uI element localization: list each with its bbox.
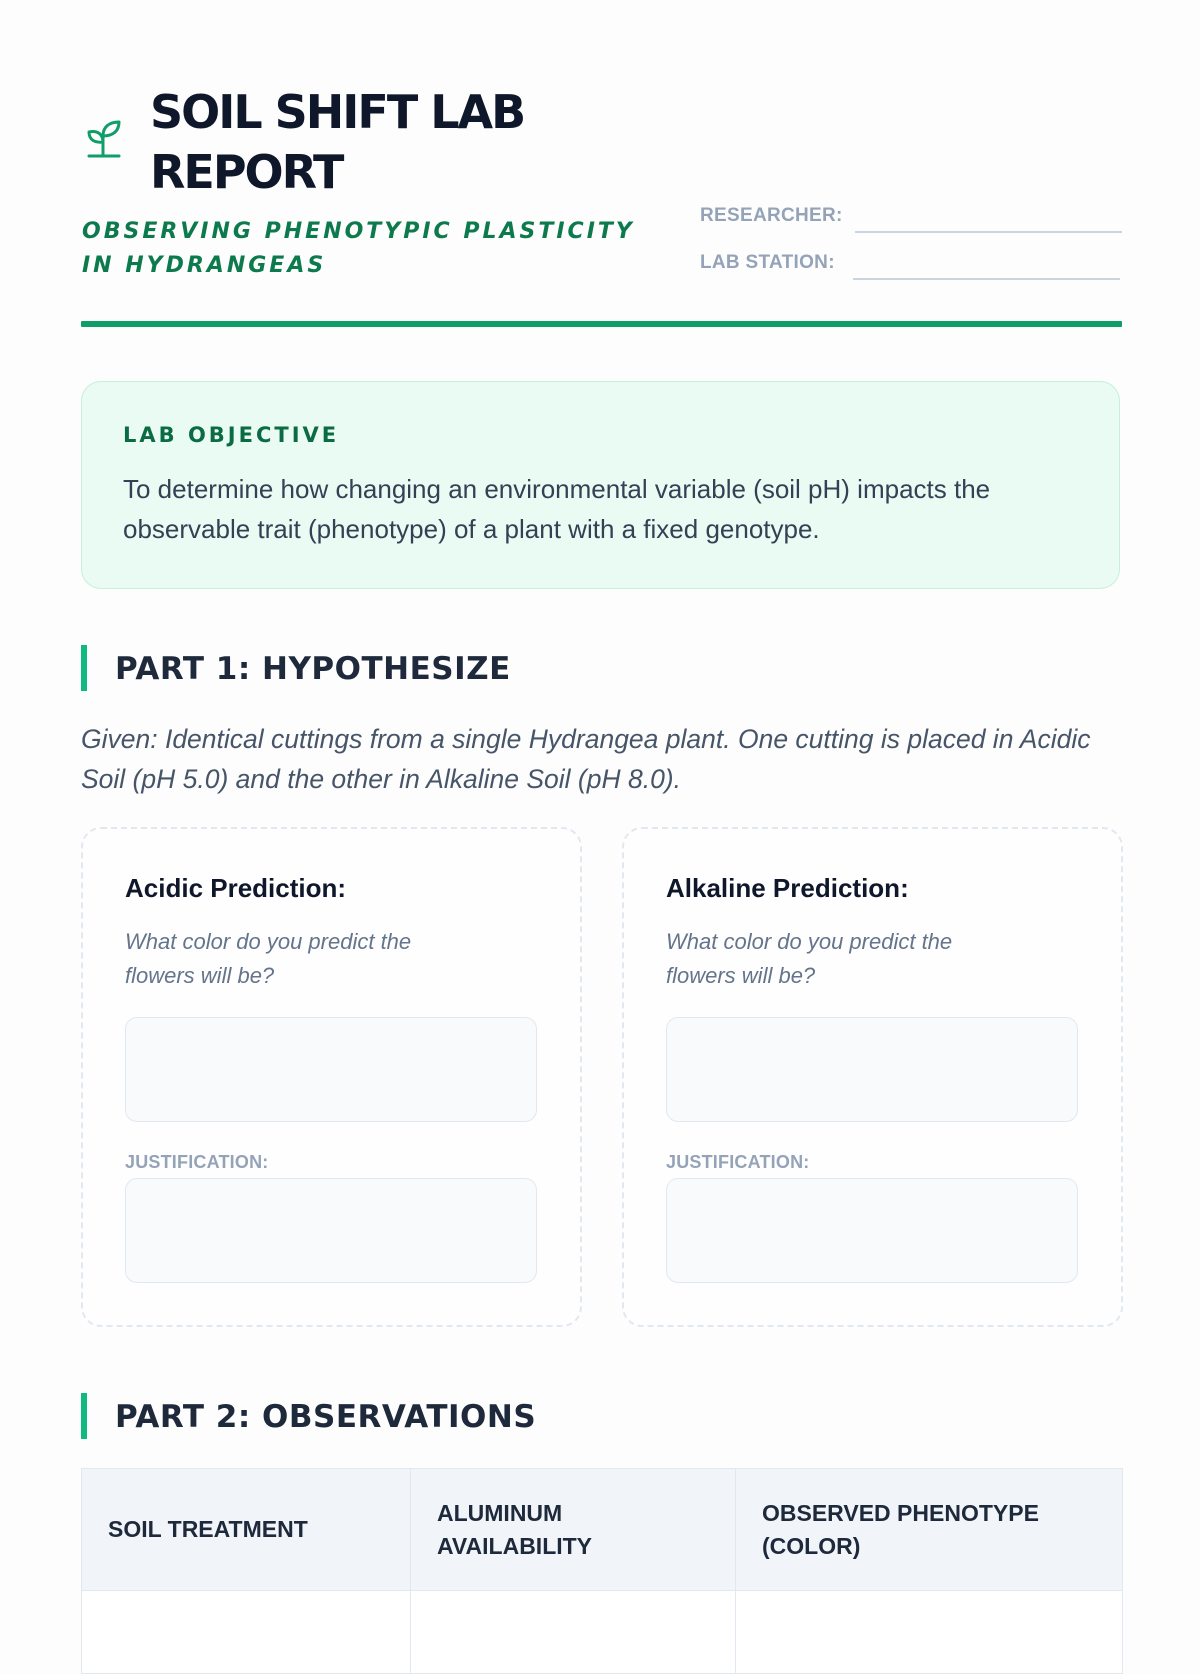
acidic-justification-label: JUSTIFICATION: [125,1152,269,1172]
given-statement: Given: Identical cuttings from a single Hydrangea plant. One cutting is placed in Acidic Soil (pH 5.0) and the other in Alkaline Soil (pH 8.0). [81,724,1091,794]
objective-box [81,381,1120,589]
alkaline-justification-box[interactable] [666,1178,1078,1283]
table-header-row [82,1469,1123,1591]
acidic-justification-box[interactable] [125,1178,537,1283]
report-title: SOIL SHIFT LAB REPORT [150,85,525,199]
acidic-prediction-question: What color do you predict the flowers will be? [125,929,412,988]
column-header-observed-phenotype: OBSERVED PHENOTYPE (COLOR) [736,1469,1123,1591]
alkaline-prediction-card [622,827,1123,1327]
researcher-field [700,202,1122,232]
acidic-prediction-card [81,827,582,1327]
alkaline-prediction-question: What color do you predict the flowers will be? [666,929,953,988]
researcher-input-line[interactable] [855,231,1122,233]
alkaline-prediction-answer-box[interactable] [666,1017,1078,1122]
table-cell[interactable] [82,1591,411,1674]
header-divider [81,321,1122,327]
column-header-soil-treatment: SOIL TREATMENT [82,1469,411,1591]
table-cell[interactable] [736,1591,1123,1674]
table-row [82,1591,1123,1674]
objective-heading: LAB OBJECTIVE [123,423,340,447]
lab-station-input-line[interactable] [853,278,1120,280]
lab-station-field [700,249,1122,279]
lab-station-label: LAB STATION: [700,252,835,273]
alkaline-prediction-title: Alkaline Prediction: [666,873,909,903]
table-cell[interactable] [411,1591,736,1674]
column-header-aluminum-availability: ALUMINUM AVAILABILITY [411,1469,736,1591]
acidic-prediction-answer-box[interactable] [125,1017,537,1122]
report-subtitle: OBSERVING PHENOTYPIC PLASTICITY IN HYDRANGEAS [82,219,635,278]
section-accent-bar [81,645,87,691]
part2-heading: PART 2: OBSERVATIONS [115,1399,537,1435]
alkaline-justification-label: JUSTIFICATION: [666,1152,810,1172]
objective-text: To determine how changing an environmental variable (soil pH) impacts the observable trait (phenotype) of a plant with a fixed genotype. [123,474,991,544]
part1-heading: PART 1: HYPOTHESIZE [115,651,511,687]
observations-table [81,1468,1123,1674]
researcher-label: RESEARCHER: [700,205,843,226]
section-accent-bar [81,1393,87,1439]
acidic-prediction-title: Acidic Prediction: [125,873,347,903]
sprout-icon [85,118,125,162]
